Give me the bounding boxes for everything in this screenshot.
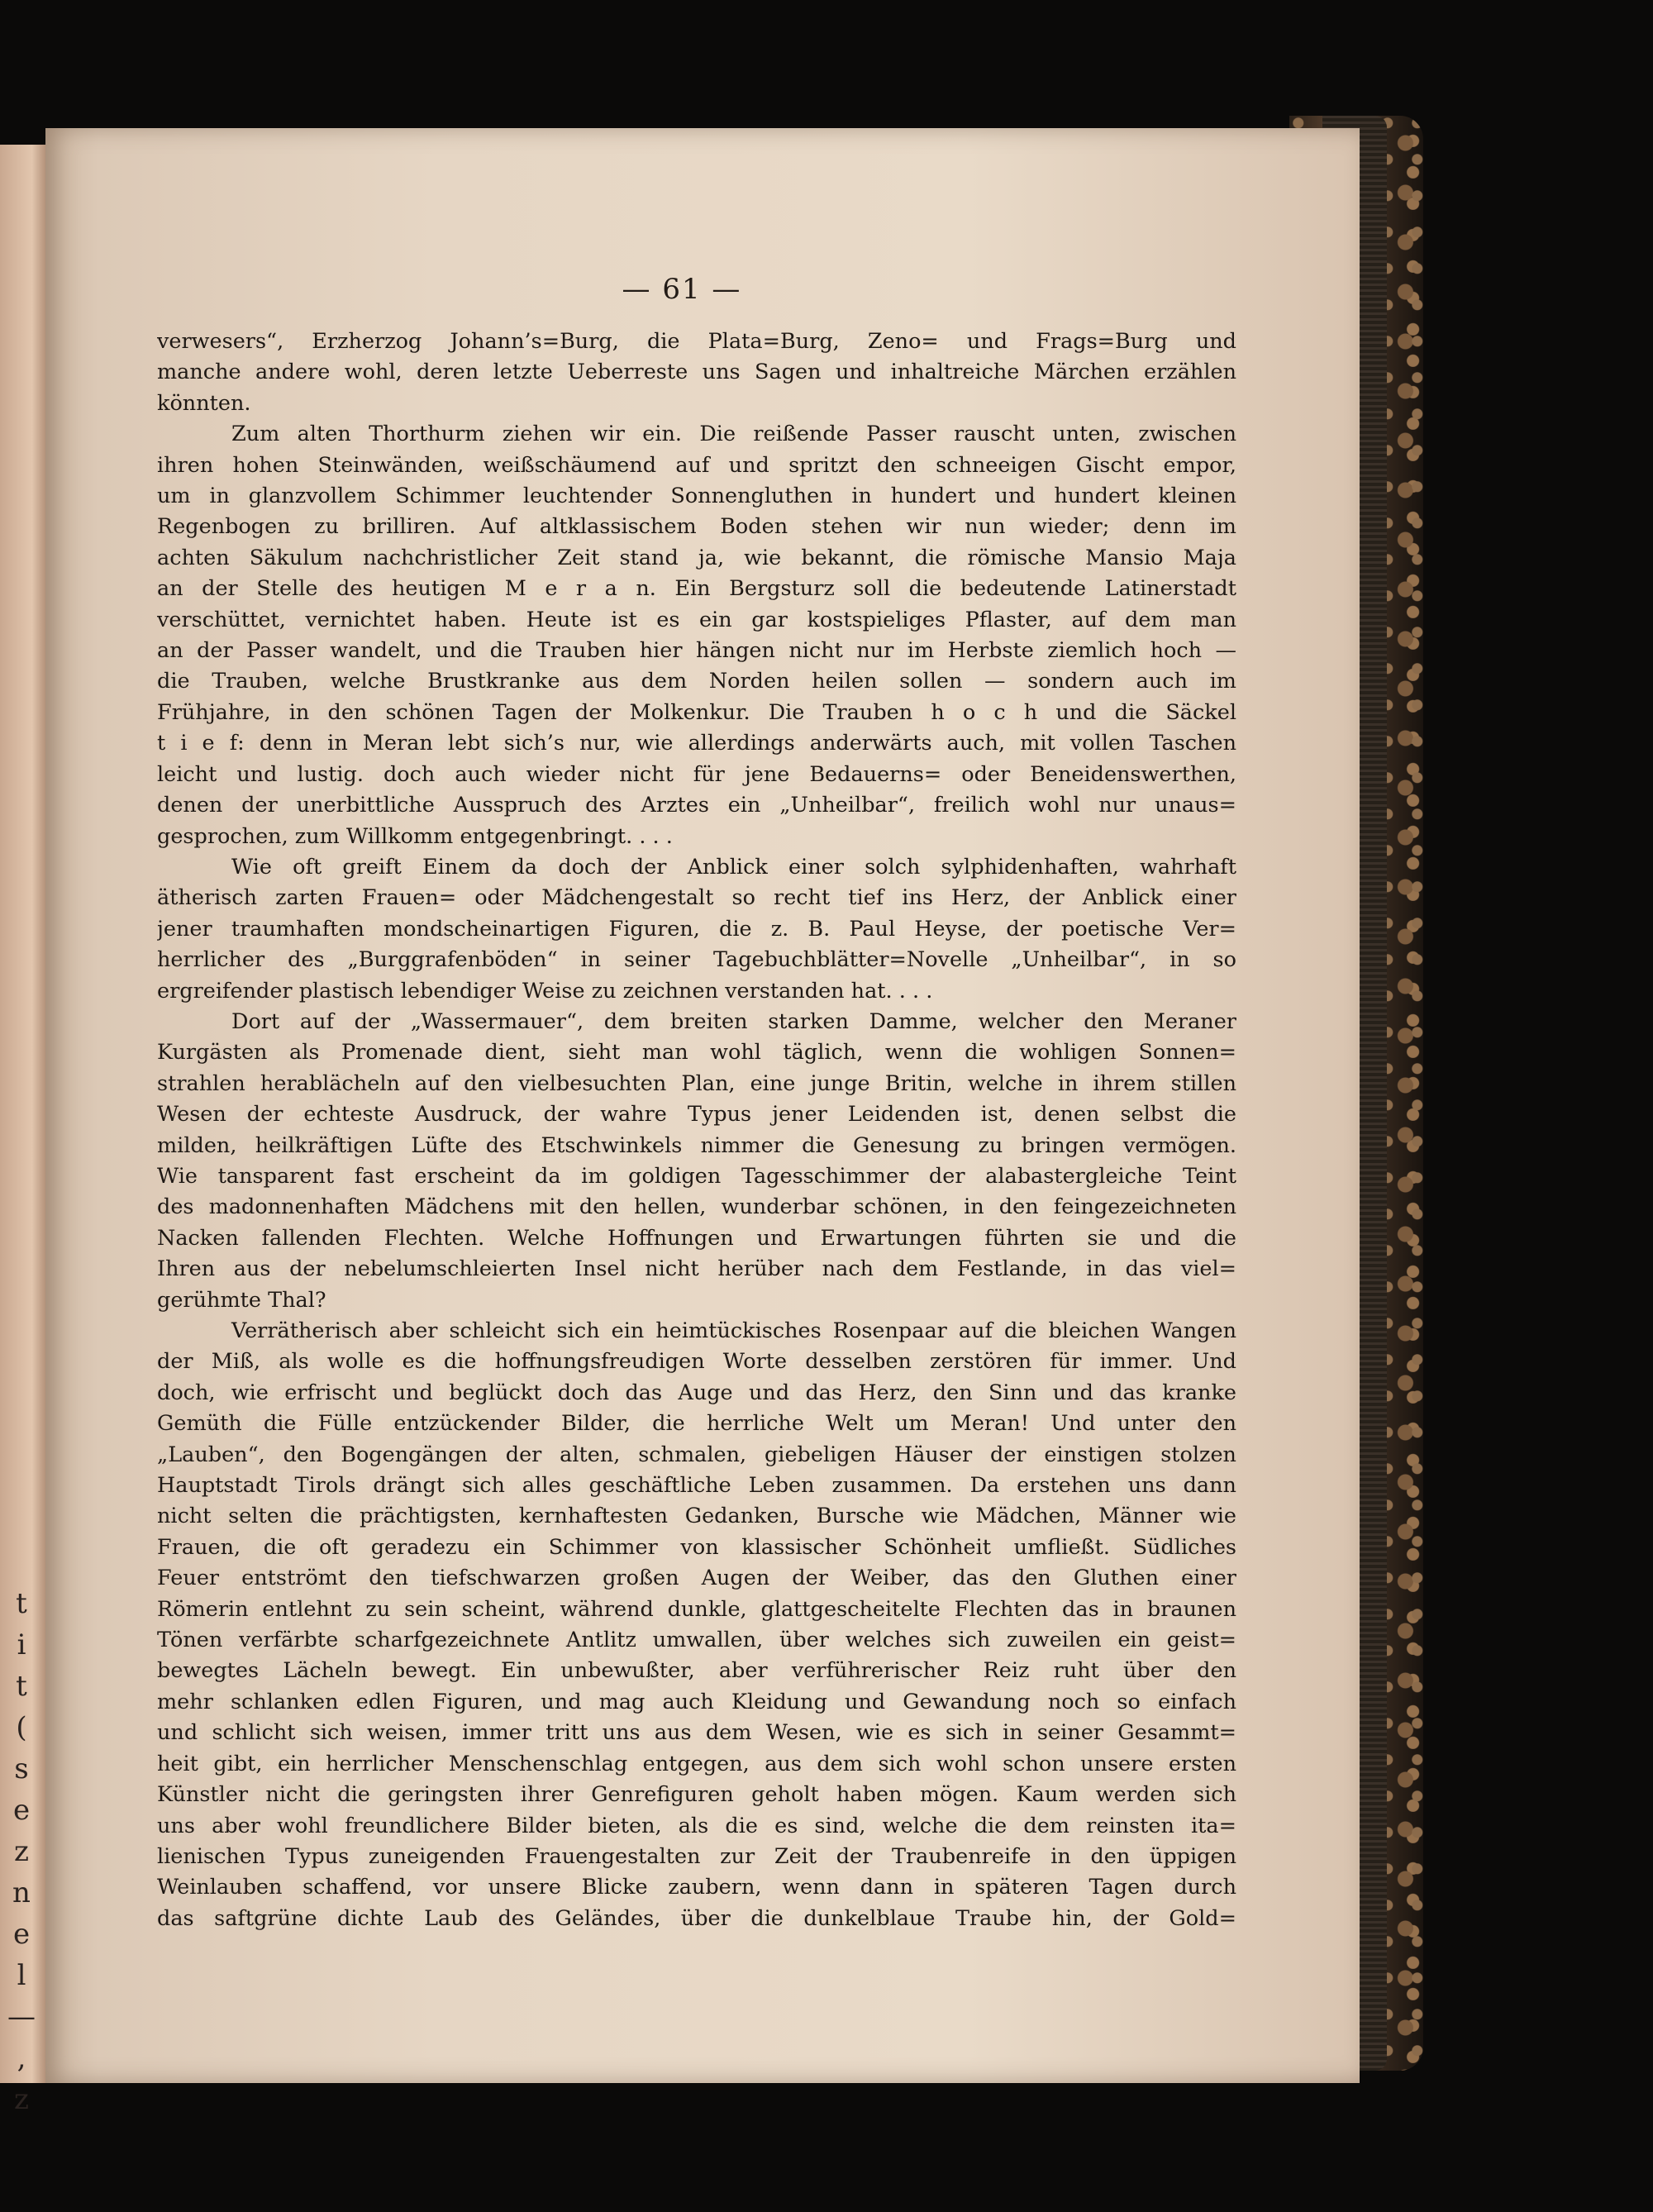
facing-page-edge [0, 145, 45, 2116]
text-line: verschüttet, vernichtet haben. Heute ist es ein gar kostspieliges Pflaster, auf dem man [157, 607, 1236, 632]
facing-page-letter: i [17, 1628, 26, 1661]
text-line: doch, wie erfrischt und beglückt doch das Auge und das Herz, den Sinn und das kranke [157, 1380, 1236, 1405]
facing-page-letter: — [7, 2000, 36, 2033]
text-line: die Trauben, welche Brustkranke aus dem Norden heilen sollen — sondern auch im [157, 669, 1236, 694]
text-line: bewegtes Lächeln bewegt. Ein unbewußter, aber verführerischer Reiz ruht über den [157, 1658, 1236, 1684]
text-line: jener traumhaften mondscheinartigen Figuren, die z. B. Paul Heyse, der poetische Ver= [157, 916, 1236, 942]
text-line: Ihren aus der nebelumschleierten Insel nicht herüber nach dem Festlande, in das viel= [157, 1256, 1236, 1282]
text-line: Tönen verfärbte scharfgezeichnete Antlitz umwallen, über welches sich zuweilen ein geist= [157, 1628, 1236, 1653]
facing-page-letter: z [14, 2083, 29, 2116]
text-line: des madonnenhaften Mädchens mit den hellen, wunderbar schönen, in den feingezeichneten [157, 1194, 1236, 1220]
text-line: nicht selten die prächtigsten, kernhaftesten Gedanken, Bursche wie Mädchen, Männer wie [157, 1504, 1236, 1529]
text-line: achten Säkulum nachchristlicher Zeit stand ja, wie bekannt, die römische Mansio Maja [157, 545, 1236, 570]
facing-page-letter: ( [16, 1711, 27, 1744]
facing-page-letter: n [12, 1876, 31, 1909]
text-line: manche andere wohl, deren letzte Ueberreste uns Sagen und inhaltreiche Märchen erzählen [157, 360, 1236, 385]
text-line: könnten. [157, 390, 251, 416]
facing-page-letter: , [17, 2042, 26, 2075]
text-line: Wesen der echteste Ausdruck, der wahre Typus jener Leidenden ist, denen selbst die [157, 1102, 1236, 1127]
text-line: an der Passer wandelt, und die Trauben hier hängen nicht nur im Herbste ziemlich hoch — [157, 638, 1236, 664]
text-line: leicht und lustig. doch auch wieder nicht für jene Bedauerns= oder Beneidenswerthen, [157, 761, 1236, 787]
text-line: das saftgrüne dichte Laub des Geländes, über die dunkelblaue Traube hin, der Gold= [157, 1905, 1236, 1931]
text-line: an der Stelle des heutigen M e r a n. Ein Bergsturz soll die bedeutende Latinerstadt [157, 576, 1236, 602]
facing-page-letter: e [12, 1918, 31, 1951]
text-line: Frauen, die oft geradezu ein Schimmer von klassischer Schönheit umfließt. Südliches [157, 1534, 1236, 1560]
text-line: Regenbogen zu brilliren. Auf altklassischem Boden stehen wir nun wieder; denn im [157, 514, 1236, 540]
text-line: Wie tansparent fast erscheint da im goldigen Tagesschimmer der alabastergleiche Teint [157, 1163, 1236, 1189]
text-line: ihren hohen Steinwänden, weißschäumend auf und spritzt den schneeigen Gischt empor, [157, 452, 1236, 478]
page-number: — 61 — [622, 273, 742, 306]
text-line: verwesers“, Erzherzog Johann’s=Burg, die Plata=Burg, Zeno= und Frags=Burg und [157, 329, 1236, 354]
text-line: Weinlauben schaffend, vor unsere Blicke zaubern, wenn dann in späteren Tagen durch [157, 1875, 1236, 1900]
text-line: Gemüth die Fülle entzückender Bilder, die herrliche Welt um Meran! Und unter den [157, 1411, 1236, 1437]
text-line: gesprochen, zum Willkomm entgegenbringt. . . . [157, 823, 673, 849]
text-line: Zum alten Thorthurm ziehen wir ein. Die reißende Passer rauscht unten, zwischen [231, 422, 1236, 447]
text-line: ätherisch zarten Frauen= oder Mädchengestalt so recht tief ins Herz, der Anblick einer [157, 885, 1236, 911]
text-line: Feuer entströmt den tiefschwarzen großen Augen der Weiber, das den Gluthen einer [157, 1566, 1236, 1591]
facing-page-letter: z [14, 1835, 29, 1868]
text-line: der Miß, als wolle es die hoffnungsfreudigen Worte desselben zerstören für immer. Und [157, 1349, 1236, 1375]
text-line: um in glanzvollem Schimmer leuchtender Sonnengluthen in hundert und hundert kleinen [157, 484, 1236, 509]
text-line: lienischen Typus zuneigenden Frauengestalten zur Zeit der Traubenreife in den üppigen [157, 1843, 1236, 1869]
text-line: milden, heilkräftigen Lüfte des Etschwinkels nimmer die Genesung zu bringen vermögen. [157, 1132, 1236, 1158]
text-line: gerühmte Thal? [157, 1287, 326, 1313]
facing-page-letter: e [12, 1794, 31, 1827]
text-line: Frühjahre, in den schönen Tagen der Molkenkur. Die Trauben h o c h und die Säckel [157, 699, 1236, 725]
text-line: uns aber wohl freundlichere Bilder bieten, als die es sind, welche die dem reinsten ita= [157, 1813, 1236, 1838]
text-line: Verrätherisch aber schleicht sich ein heimtückisches Rosenpaar auf die bleichen Wangen [231, 1318, 1236, 1343]
facing-page-letter: t [16, 1587, 27, 1620]
text-line: Wie oft greift Einem da doch der Anblick einer solch sylphidenhaften, wahrhaft [231, 854, 1236, 880]
text-line: ergreifender plastisch lebendiger Weise zu zeichnen verstanden hat. . . . [157, 978, 933, 1004]
text-line: heit gibt, ein herrlicher Menschenschlag entgegen, aus dem sich wohl schon unsere ersten [157, 1751, 1236, 1776]
page-body-text [157, 327, 1236, 1934]
text-line: strahlen herablächeln auf den vielbesuchten Plan, eine junge Britin, welche in ihrem stillen [157, 1070, 1236, 1096]
facing-page-letter: t [16, 1670, 27, 1703]
facing-page-letter: s [14, 1752, 29, 1785]
text-line: Römerin entlehnt zu sein scheint, während dunkle, glattgescheitelte Flechten das in braunen [157, 1596, 1236, 1622]
text-line: und schlicht sich weisen, immer tritt uns aus dem Wesen, wie es sich in seiner Gesammt= [157, 1720, 1236, 1746]
text-line: Nacken fallenden Flechten. Welche Hoffnungen und Erwartungen führten sie und die [157, 1225, 1236, 1251]
text-line: denen der unerbittliche Ausspruch des Arztes ein „Unheilbar“, freilich wohl nur unaus= [157, 793, 1236, 818]
text-line: Künstler nicht die geringsten ihrer Genrefiguren geholt haben mögen. Kaum werden sich [157, 1782, 1236, 1808]
text-line: Hauptstadt Tirols drängt sich alles geschäftliche Leben zusammen. Da erstehen uns dann [157, 1473, 1236, 1499]
facing-page-letter: l [17, 1959, 26, 1992]
text-line: herrlicher des „Burggrafenböden“ in seiner Tagebuchblätter=Novelle „Unheilbar“, in so [157, 947, 1236, 973]
text-line: Kurgästen als Promenade dient, sieht man wohl täglich, wenn die wohligen Sonnen= [157, 1040, 1236, 1065]
facing-page-letters [5, 1583, 38, 2120]
text-line: „Lauben“, den Bogengängen der alten, schmalen, giebeligen Häuser der einstigen stolzen [157, 1442, 1236, 1467]
text-line: Dort auf der „Wassermauer“, dem breiten starken Damme, welcher den Meraner [231, 1008, 1236, 1034]
text-line: mehr schlanken edlen Figuren, und mag auch Kleidung und Gewandung noch so einfach [157, 1689, 1236, 1714]
text-line: t i e f: denn in Meran lebt sich’s nur, wie allerdings anderwärts auch, mit vollen Taschen [157, 731, 1236, 756]
